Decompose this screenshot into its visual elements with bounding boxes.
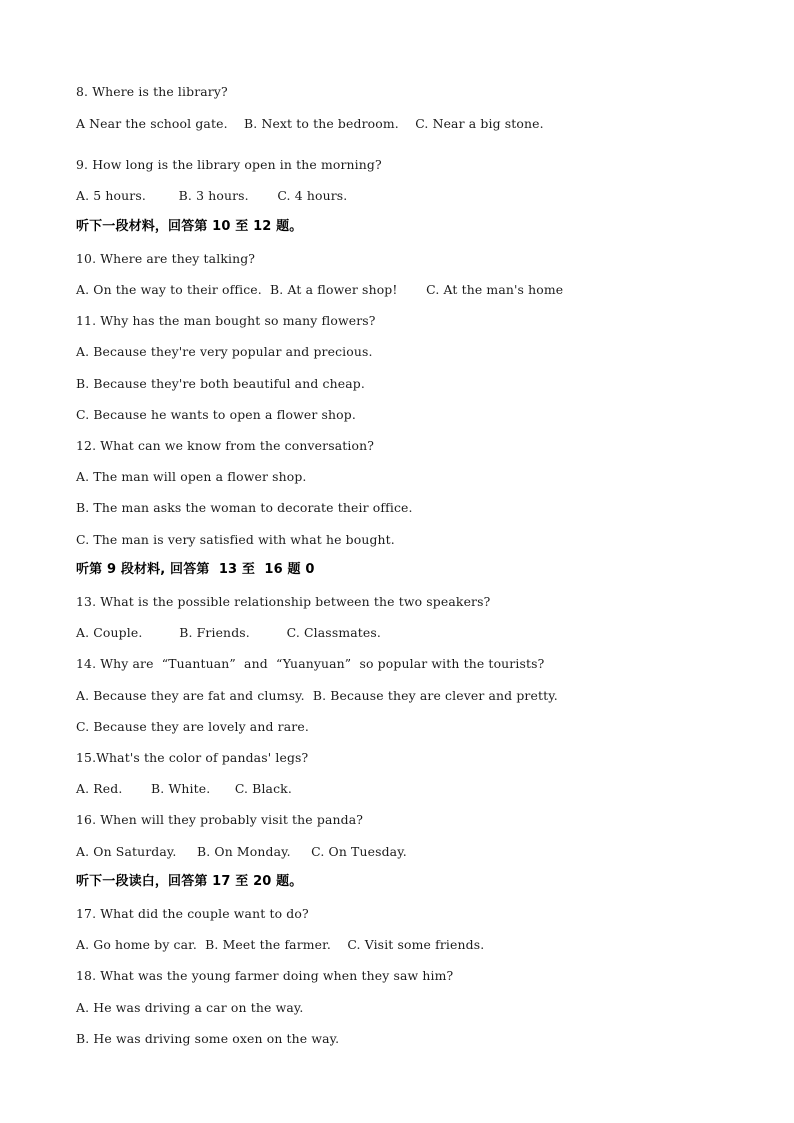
question-9-options: A. 5 hours. B. 3 hours. C. 4 hours. xyxy=(76,188,348,203)
question-17-options: A. Go home by car. B. Meet the farmer. C. Visit some friends. xyxy=(76,937,485,952)
question-11-option-c: C. Because he wants to open a flower shop. xyxy=(76,407,356,422)
question-10-options: A. On the way to their office. B. At a flower shop! C. At the man's home xyxy=(76,282,564,297)
question-11-option-a: A. Because they're very popular and precious. xyxy=(76,344,373,359)
question-11-option-b: B. Because they're both beautiful and cheap. xyxy=(76,376,365,391)
question-8: 8. Where is the library? xyxy=(76,84,228,99)
question-15-options: A. Red. B. White. C. Black. xyxy=(76,781,292,796)
question-13-options: A. Couple. B. Friends. C. Classmates. xyxy=(76,625,381,640)
question-12-option-a: A. The man will open a flower shop. xyxy=(76,469,307,484)
question-11: 11. Why has the man bought so many flowers? xyxy=(76,313,376,328)
question-13: 13. What is the possible relationship between the two speakers? xyxy=(76,594,491,609)
question-14: 14. Why are “Tuantuan” and “Yuanyuan” so popular with the tourists? xyxy=(76,656,545,671)
section-heading-17-20: 听下一段读白，回答第 17 至 20 题。 xyxy=(76,874,303,889)
question-14-option-c: C. Because they are lovely and rare. xyxy=(76,719,309,734)
question-18: 18. What was the young farmer doing when they saw him? xyxy=(76,968,454,983)
question-12-option-b: B. The man asks the woman to decorate their office. xyxy=(76,500,413,515)
question-12-option-c: C. The man is very satisfied with what he bought. xyxy=(76,532,395,547)
question-15: 15.What's the color of pandas' legs? xyxy=(76,750,309,765)
question-17: 17. What did the couple want to do? xyxy=(76,906,309,921)
question-10: 10. Where are they talking? xyxy=(76,251,256,266)
question-16-options: A. On Saturday. B. On Monday. C. On Tuesday. xyxy=(76,844,407,859)
question-16: 16. When will they probably visit the panda? xyxy=(76,812,364,827)
section-heading-13-16: 听第 9 段材料, 回答第 13 至 16 题 0 xyxy=(76,562,315,577)
question-9: 9. How long is the library open in the morning? xyxy=(76,157,382,172)
question-8-options: A Near the school gate. B. Next to the bedroom. C. Near a big stone. xyxy=(76,116,544,131)
question-18-option-a: A. He was driving a car on the way. xyxy=(76,1000,304,1015)
question-14-options-ab: A. Because they are fat and clumsy. B. Because they are clever and pretty. xyxy=(76,688,558,703)
section-heading-10-12: 听下一段材料，回答第 10 至 12 题。 xyxy=(76,219,303,234)
question-12: 12. What can we know from the conversation? xyxy=(76,438,375,453)
question-18-option-b: B. He was driving some oxen on the way. xyxy=(76,1031,340,1046)
